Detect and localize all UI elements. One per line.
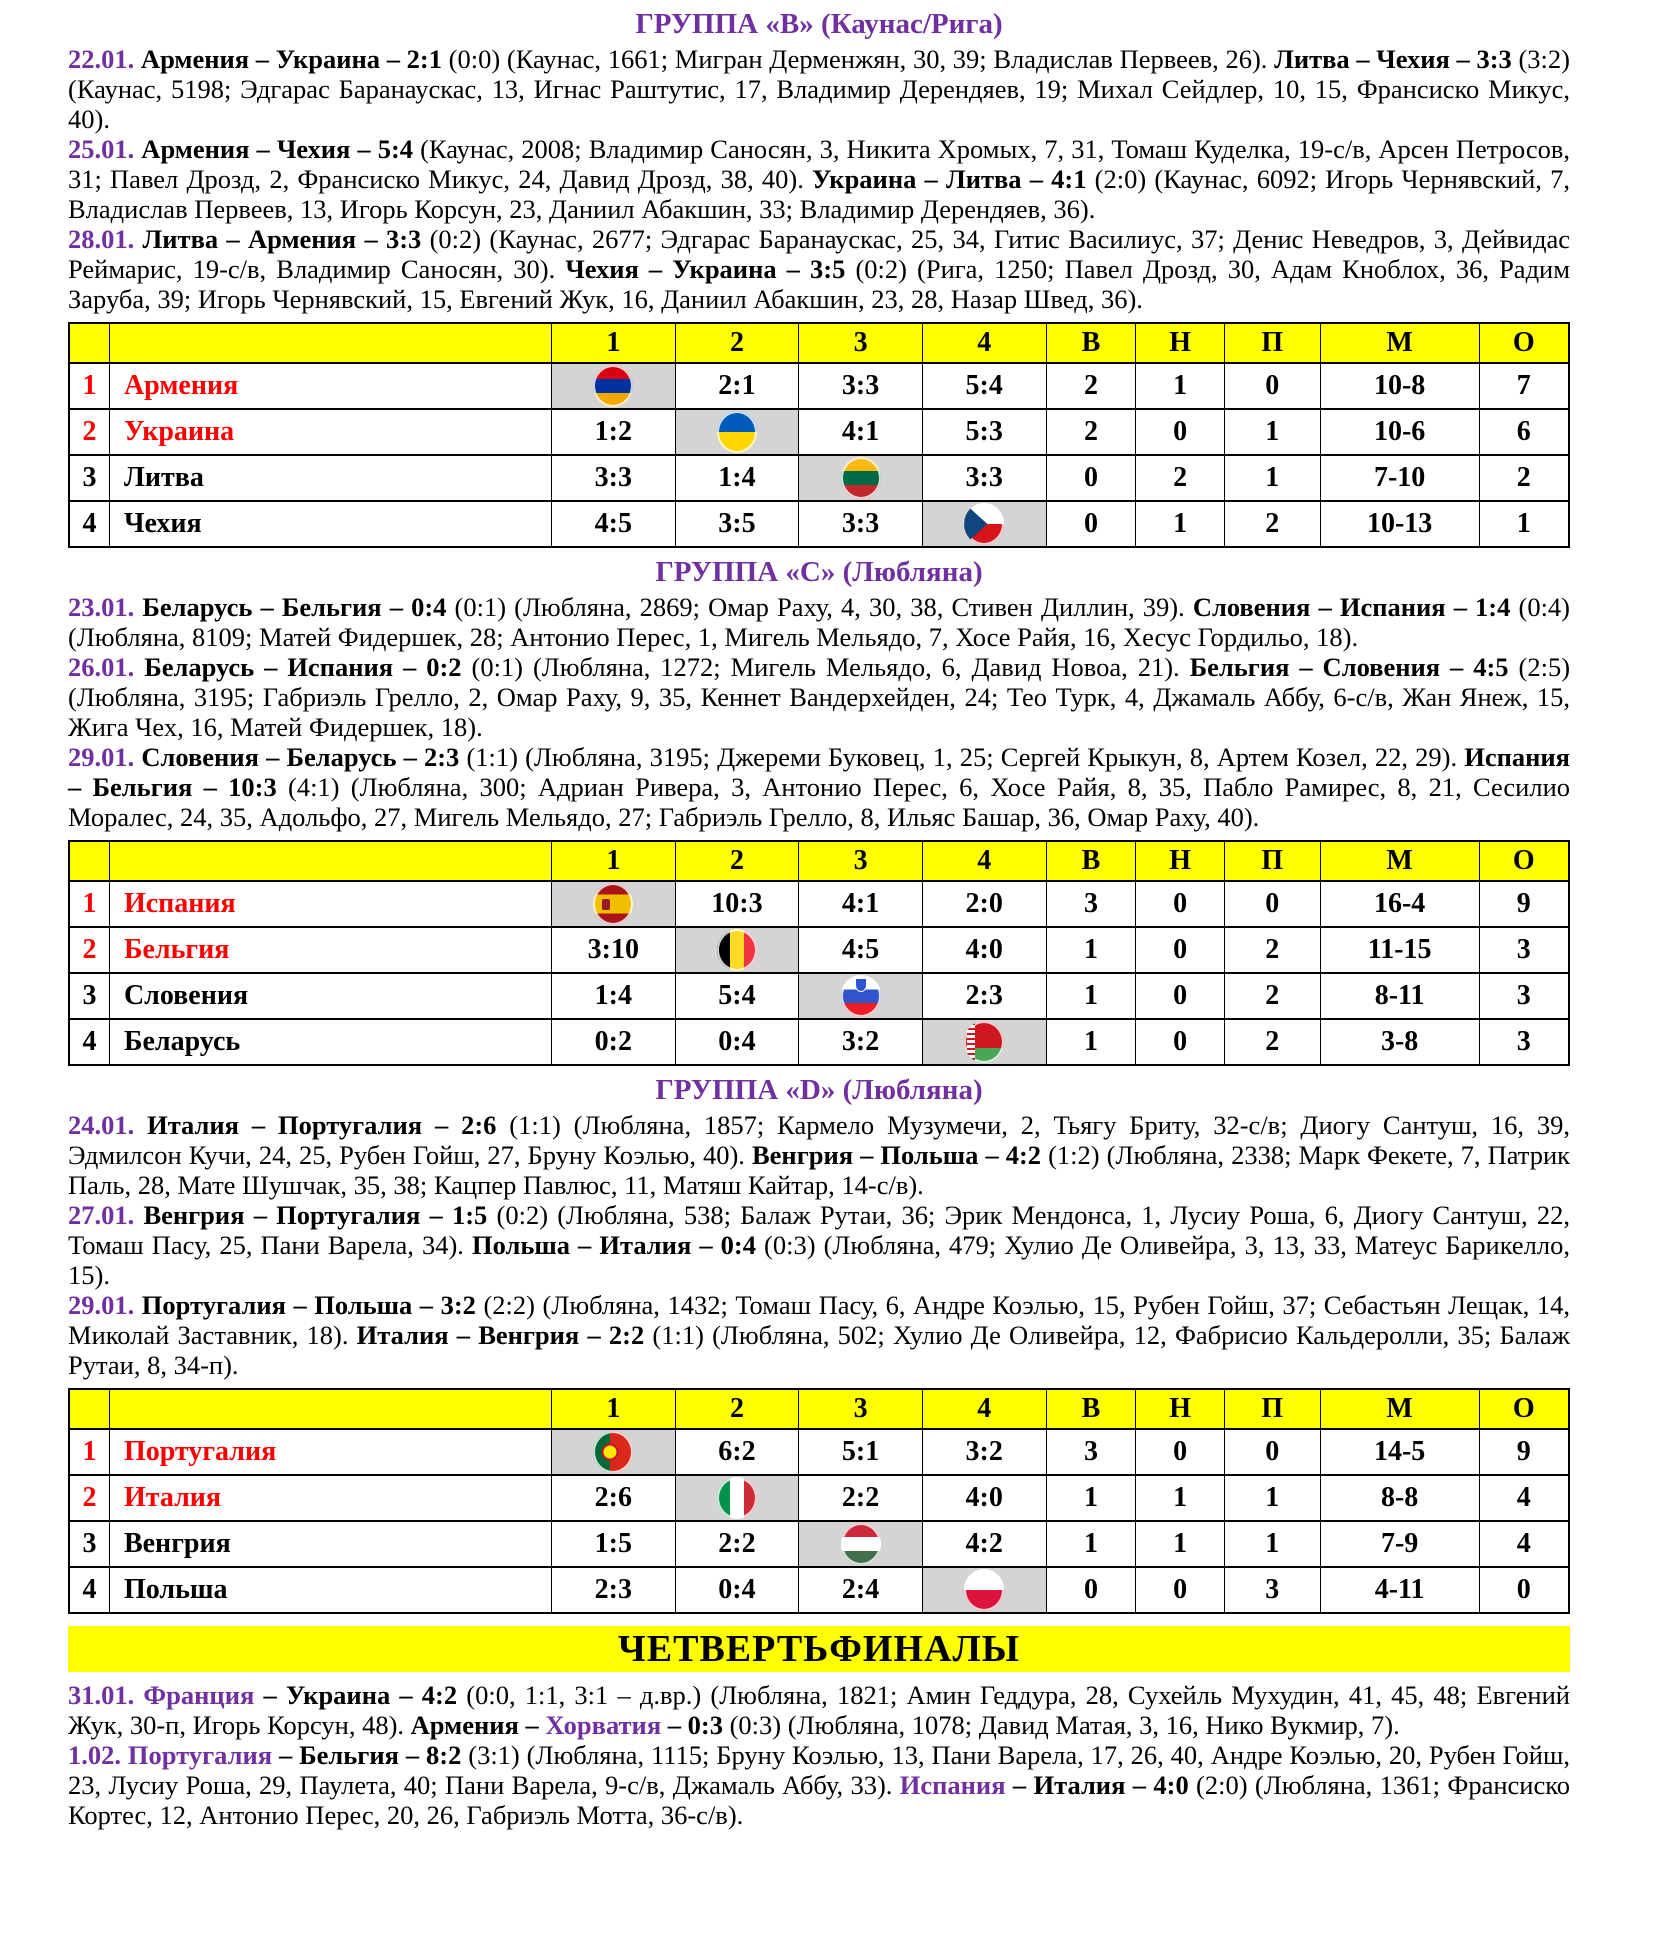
standings-header-cell: 3 <box>799 1389 923 1429</box>
result-cell: 4:1 <box>799 881 923 927</box>
match-details: (0:1) (Любляна, 2869; Омар Раху, 4, 30, 38, Стивен Диллин, 39). <box>454 592 1193 622</box>
stat-cell: 2 <box>1224 927 1320 973</box>
standings-header-cell: М <box>1320 323 1479 363</box>
match-score: Польша – Италия – 0:4 <box>471 1230 765 1260</box>
result-cell: 10:3 <box>675 881 799 927</box>
result-cell: 2:6 <box>552 1475 676 1521</box>
standings-header-cell: 4 <box>922 841 1046 881</box>
match-details: (0:3) (Любляна, 1078; Давид Матая, 3, 16, Нико Вукмир, 7). <box>729 1710 1400 1740</box>
flag-hungary-icon <box>841 1523 881 1565</box>
stat-cell: 2 <box>1224 501 1320 547</box>
result-cell: 5:4 <box>922 363 1046 409</box>
match-score: Словения – Испания – 1:4 <box>1192 592 1519 622</box>
result-cell: 3:2 <box>922 1429 1046 1475</box>
match-details: (Каунас, 2008; Владимир Саносян, 3, Никита Хромых, 7, 31, Томаш Куделка, 19-с/в, Арсен Петросов, 31; Павел Дрозд, 2, Франсиско Микус, 24, Давид Дрозд, 38, 40). <box>68 134 1570 194</box>
team-name-cell: Венгрия <box>109 1521 551 1567</box>
match-details: (3:1) (Любляна, 1115; Бруну Коэлью, 13, Пани Варела, 17, 26, 40, Андре Коэлью, 20, Рубен Гойш, 23, Лусиу Роша, 29, Паулета, 40; Пани Варела, 9-с/в, Джамаль Аббу, 33). <box>68 1740 1570 1800</box>
stat-cell: 8-11 <box>1320 973 1479 1019</box>
standings-row <box>69 1567 1569 1613</box>
standings-header-cell: М <box>1320 841 1479 881</box>
position-cell: 4 <box>69 1019 109 1065</box>
stat-cell: 4 <box>1479 1521 1569 1567</box>
stat-cell: 1 <box>1479 501 1569 547</box>
standings-row <box>69 1475 1569 1521</box>
stat-cell: 1 <box>1224 1475 1320 1521</box>
standings-header-cell: 1 <box>552 1389 676 1429</box>
flag-cell <box>552 363 676 409</box>
standings-header-cell <box>109 841 551 881</box>
standings-row <box>69 881 1569 927</box>
stat-cell: 2 <box>1046 363 1136 409</box>
result-cell: 3:5 <box>675 501 799 547</box>
team-name-highlight: Хорватия <box>545 1710 662 1740</box>
flag-armenia-icon <box>593 365 633 407</box>
team-name-highlight: Португалия <box>121 1740 273 1770</box>
stat-cell: 0 <box>1136 1567 1224 1613</box>
team-name-cell: Испания <box>109 881 551 927</box>
flag-belgium-icon <box>717 929 757 971</box>
group-d-standings-table <box>68 1388 1570 1614</box>
result-cell: 3:3 <box>799 501 923 547</box>
match-date: 27.01. <box>68 1200 135 1230</box>
match-score: Армения – Чехия – 5:4 <box>134 134 421 164</box>
stat-cell: 1 <box>1046 1521 1136 1567</box>
result-cell: 1:5 <box>552 1521 676 1567</box>
stat-cell: 9 <box>1479 881 1569 927</box>
flag-cell <box>552 1429 676 1475</box>
stat-cell: 0 <box>1479 1567 1569 1613</box>
match-details: (0:0, 1:1, 3:1 – д.вр.) (Любляна, 1821; Амин Геддура, 28, Сухейль Мухудин, 41, 45, 48; Евгений Жук, 30-п, Игорь Корсун, 48). <box>68 1680 1570 1740</box>
flag-czechia-icon <box>964 503 1004 545</box>
standings-row <box>69 501 1569 547</box>
group-b-results-text <box>68 44 1570 314</box>
result-cell: 0:4 <box>675 1019 799 1065</box>
group-b-standings-table <box>68 322 1570 548</box>
stat-cell: 0 <box>1136 927 1224 973</box>
standings-header-cell <box>109 1389 551 1429</box>
team-name-cell: Словения <box>109 973 551 1019</box>
stat-cell: 1 <box>1046 973 1136 1019</box>
match-date: 24.01. <box>68 1110 135 1140</box>
position-cell: 1 <box>69 1429 109 1475</box>
stat-cell: 0 <box>1224 881 1320 927</box>
stat-cell: 0 <box>1136 409 1224 455</box>
standings-header-cell: П <box>1224 323 1320 363</box>
result-cell: 2:0 <box>922 881 1046 927</box>
standings-header-cell: 1 <box>552 841 676 881</box>
match-details: (0:0) (Каунас, 1661; Мигран Дерменжян, 30, 39; Владислав Первеев, 26). <box>448 44 1275 74</box>
standings-header-cell: В <box>1046 323 1136 363</box>
standings-header-cell: 3 <box>799 841 923 881</box>
stat-cell: 1 <box>1046 1475 1136 1521</box>
match-score: Португалия – Польша – 3:2 <box>134 1290 484 1320</box>
standings-header-row <box>69 841 1569 881</box>
match-score: Литва – Чехия – 3:3 <box>1274 44 1519 74</box>
match-results-paragraph <box>68 1290 1570 1380</box>
match-score: Армения – <box>410 1710 546 1740</box>
match-results-paragraph <box>68 1110 1570 1200</box>
match-date: 22.01. <box>68 44 135 74</box>
flag-poland-icon <box>964 1569 1004 1611</box>
match-details: (0:2) (Любляна, 538; Балаж Рутаи, 36; Эрик Мендонса, 1, Лусиу Роша, 6, Диогу Сантуш, 22, Томаш Пасу, 25, Пани Варела, 34). <box>68 1200 1570 1260</box>
position-cell: 3 <box>69 973 109 1019</box>
group-d-section <box>68 1074 1570 1614</box>
flag-cell <box>799 1521 923 1567</box>
result-cell: 0:4 <box>675 1567 799 1613</box>
match-score: Украина – Литва – 4:1 <box>812 164 1095 194</box>
quarterfinals-results-text <box>68 1680 1570 1830</box>
group-c-results-text <box>68 592 1570 832</box>
match-score: Венгрия – Португалия – 1:5 <box>134 1200 497 1230</box>
team-name-cell: Армения <box>109 363 551 409</box>
stat-cell: 1 <box>1136 363 1224 409</box>
result-cell: 3:10 <box>552 927 676 973</box>
stat-cell: 3 <box>1046 881 1136 927</box>
team-name-cell: Португалия <box>109 1429 551 1475</box>
team-name-highlight: Франция <box>134 1680 255 1710</box>
match-score: Венгрия – Польша – 4:2 <box>751 1140 1049 1170</box>
flag-slovenia-icon <box>841 975 881 1017</box>
group-d-results-text <box>68 1110 1570 1380</box>
flag-cell <box>675 1475 799 1521</box>
standings-header-cell: В <box>1046 841 1136 881</box>
standings-row <box>69 1521 1569 1567</box>
flag-cell <box>922 501 1046 547</box>
flag-cell <box>552 881 676 927</box>
standings-row <box>69 409 1569 455</box>
standings-row <box>69 1019 1569 1065</box>
match-score: – 0:3 <box>661 1710 730 1740</box>
position-cell: 1 <box>69 881 109 927</box>
team-name-cell: Бельгия <box>109 927 551 973</box>
result-cell: 4:5 <box>552 501 676 547</box>
stat-cell: 0 <box>1136 881 1224 927</box>
stat-cell: 2 <box>1046 409 1136 455</box>
match-score: Армения – Украина – 2:1 <box>134 44 449 74</box>
match-score: – Украина – 4:2 <box>254 1680 467 1710</box>
match-score: Чехия – Украина – 3:5 <box>565 254 856 284</box>
stat-cell: 1 <box>1224 409 1320 455</box>
position-cell: 2 <box>69 1475 109 1521</box>
match-date: 25.01. <box>68 134 135 164</box>
stat-cell: 4-11 <box>1320 1567 1479 1613</box>
match-score: Литва – Армения – 3:3 <box>134 224 430 254</box>
stat-cell: 0 <box>1136 1429 1224 1475</box>
match-date: 28.01. <box>68 224 135 254</box>
team-name-cell: Чехия <box>109 501 551 547</box>
match-details: (1:2) (Любляна, 2338; Марк Фекете, 7, Патрик Паль, 28, Мате Шушчак, 35, 38; Кацпер Павлюс, 11, Матяш Кайтар, 14-с/в). <box>68 1140 1570 1200</box>
match-details: (0:4) (Любляна, 8109; Матей Фидершек, 28; Антонио Перес, 1, Мигель Мельядо, 7, Хосе Райя, 16, Хесус Гордильо, 18). <box>68 592 1571 652</box>
stat-cell: 2 <box>1479 455 1569 501</box>
standings-header-cell: 3 <box>799 323 923 363</box>
standings-header-cell: О <box>1479 323 1569 363</box>
standings-header-cell: Н <box>1136 1389 1224 1429</box>
match-results-paragraph <box>68 1200 1570 1290</box>
result-cell: 4:1 <box>799 409 923 455</box>
match-details: (1:1) (Любляна, 502; Хулио Де Оливейра, 12, Фабрисио Кальдеролли, 35; Балаж Рутаи, 8, 34-п). <box>68 1320 1570 1380</box>
stat-cell: 10-6 <box>1320 409 1479 455</box>
result-cell: 3:2 <box>799 1019 923 1065</box>
standings-header-cell: 4 <box>922 323 1046 363</box>
match-results-paragraph <box>68 742 1570 832</box>
match-score: Беларусь – Испания – 0:2 <box>134 652 472 682</box>
standings-row <box>69 927 1569 973</box>
match-details: (0:1) (Любляна, 1272; Мигель Мельядо, 6, Давид Новоа, 21). <box>471 652 1190 682</box>
team-name-cell: Италия <box>109 1475 551 1521</box>
result-cell: 2:4 <box>799 1567 923 1613</box>
standings-header-cell: 4 <box>922 1389 1046 1429</box>
match-results-paragraph <box>68 1740 1570 1830</box>
stat-cell: 0 <box>1224 363 1320 409</box>
quarterfinals-banner: ЧЕТВЕРТЬФИНАЛЫ <box>68 1626 1570 1672</box>
team-name-highlight: Испания <box>899 1770 1006 1800</box>
flag-cell <box>922 1019 1046 1065</box>
standings-header-row <box>69 1389 1569 1429</box>
result-cell: 4:0 <box>922 1475 1046 1521</box>
stat-cell: 0 <box>1046 501 1136 547</box>
match-details: (0:3) (Любляна, 479; Хулио Де Оливейра, 3, 13, 33, Матеус Барикелло, 15). <box>68 1230 1570 1290</box>
result-cell: 2:2 <box>799 1475 923 1521</box>
standings-header-cell <box>69 841 109 881</box>
standings-header-cell: Н <box>1136 323 1224 363</box>
match-date: 26.01. <box>68 652 135 682</box>
standings-header-cell: 1 <box>552 323 676 363</box>
result-cell: 5:4 <box>675 973 799 1019</box>
stat-cell: 8-8 <box>1320 1475 1479 1521</box>
flag-cell <box>675 927 799 973</box>
match-date: 29.01. <box>68 742 135 772</box>
match-details: (2:0) (Каунас, 6092; Игорь Чернявский, 7, Владислав Первеев, 13, Игорь Корсун, 23, Даниил Абакшин, 33; Владимир Дерендяев, 36). <box>68 164 1570 224</box>
standings-header-cell: 2 <box>675 1389 799 1429</box>
standings-header-cell: О <box>1479 841 1569 881</box>
stat-cell: 2 <box>1136 455 1224 501</box>
standings-header-cell <box>69 1389 109 1429</box>
result-cell: 6:2 <box>675 1429 799 1475</box>
match-score: Беларусь – Бельгия – 0:4 <box>134 592 455 622</box>
stat-cell: 0 <box>1136 973 1224 1019</box>
position-cell: 4 <box>69 1567 109 1613</box>
result-cell: 2:3 <box>552 1567 676 1613</box>
flag-spain-icon <box>593 883 633 925</box>
stat-cell: 1 <box>1224 455 1320 501</box>
match-score: – Италия – 4:0 <box>1005 1770 1197 1800</box>
standings-row <box>69 363 1569 409</box>
group-c-standings-table <box>68 840 1570 1066</box>
position-cell: 3 <box>69 455 109 501</box>
match-score: Италия – Венгрия – 2:2 <box>356 1320 653 1350</box>
match-details: (2:0) (Любляна, 1361; Франсиско Кортес, 12, Антонио Перес, 20, 26, Габриэль Мотта, 36-с/в). <box>68 1770 1570 1830</box>
stat-cell: 0 <box>1224 1429 1320 1475</box>
group-c-title: ГРУППА «C» (Любляна) <box>655 556 983 588</box>
team-name-cell: Украина <box>109 409 551 455</box>
stat-cell: 1 <box>1136 1521 1224 1567</box>
team-name-cell: Польша <box>109 1567 551 1613</box>
match-score: Словения – Беларусь – 2:3 <box>134 742 467 772</box>
stat-cell: 7-9 <box>1320 1521 1479 1567</box>
standings-header-cell <box>69 323 109 363</box>
match-date: 23.01. <box>68 592 135 622</box>
stat-cell: 1 <box>1136 501 1224 547</box>
flag-cell <box>799 455 923 501</box>
flag-cell <box>799 973 923 1019</box>
standings-header-row <box>69 323 1569 363</box>
position-cell: 1 <box>69 363 109 409</box>
position-cell: 2 <box>69 409 109 455</box>
flag-cell <box>675 409 799 455</box>
match-results-paragraph <box>68 652 1570 742</box>
standings-header-cell <box>109 323 551 363</box>
standings-header-cell: П <box>1224 841 1320 881</box>
result-cell: 3:3 <box>799 363 923 409</box>
match-details: (0:2) (Каунас, 2677; Эдгарас Баранаускас, 25, 34, Гитис Василиус, 37; Денис Неведров, 3, Дейвидас Реймарис, 19-с/в, Владимир Саносян, 30). <box>68 224 1570 284</box>
standings-header-cell: В <box>1046 1389 1136 1429</box>
standings-row <box>69 1429 1569 1475</box>
standings-header-cell: 2 <box>675 841 799 881</box>
position-cell: 3 <box>69 1521 109 1567</box>
standings-header-cell: О <box>1479 1389 1569 1429</box>
match-details: (4:1) (Любляна, 300; Адриан Ривера, 3, Антонио Перес, 6, Хосе Райя, 8, 35, Пабло Рамирес, 8, 21, Сесилио Моралес, 24, 35, Адольфо, 27, Мигель Мельядо, 27; Габриэль Грелло, 8, Ильяс Башар, 36, Омар Раху, 40). <box>68 772 1570 832</box>
flag-portugal-icon <box>593 1431 633 1473</box>
match-details: (2:5) (Любляна, 3195; Габриэль Грелло, 2, Омар Раху, 9, 35, Кеннет Вандерхейден, 24; Тео Турк, 4, Джамаль Аббу, 6-с/в, Жан Янеж, 15, Жига Чех, 16, Матей Фидершек, 18). <box>68 652 1571 742</box>
flag-italy-icon <box>717 1477 757 1519</box>
result-cell: 1:4 <box>552 973 676 1019</box>
match-details: (1:1) (Любляна, 3195; Джереми Буковец, 1, 25; Сергей Крыкун, 8, Артем Козел, 22, 29). <box>466 742 1465 772</box>
stat-cell: 7-10 <box>1320 455 1479 501</box>
match-details: (0:2) (Рига, 1250; Павел Дрозд, 30, Адам Кноблох, 36, Радим Заруба, 39; Игорь Чернявский, 15, Евгений Жук, 16, Даниил Абакшин, 23, 28, Назар Швед, 36). <box>68 254 1571 314</box>
match-details: (2:2) (Любляна, 1432; Томаш Пасу, 6, Андре Коэлью, 15, Рубен Гойш, 37; Себастьян Лещак, 14, Миколай Заставник, 18). <box>68 1290 1571 1350</box>
flag-belarus-icon <box>964 1021 1004 1063</box>
flag-ukraine-icon <box>717 411 757 453</box>
match-score: – Бельгия – 8:2 <box>272 1740 469 1770</box>
stat-cell: 3 <box>1479 973 1569 1019</box>
stat-cell: 11-15 <box>1320 927 1479 973</box>
group-c-section <box>68 556 1570 1066</box>
match-results-paragraph <box>68 134 1570 224</box>
flag-cell <box>922 1567 1046 1613</box>
group-d-title: ГРУППА «D» (Любляна) <box>655 1074 983 1106</box>
result-cell: 3:3 <box>552 455 676 501</box>
stat-cell: 10-8 <box>1320 363 1479 409</box>
stat-cell: 16-4 <box>1320 881 1479 927</box>
match-details: (3:2) (Каунас, 5198; Эдгарас Баранаускас, 13, Игнас Раштутис, 17, Владимир Дерендяев, 19; Михал Сейдлер, 10, 15, Франсиско Микус, 40). <box>68 44 1570 134</box>
standings-row <box>69 455 1569 501</box>
stat-cell: 1 <box>1224 1521 1320 1567</box>
match-date: 29.01. <box>68 1290 135 1320</box>
result-cell: 5:1 <box>799 1429 923 1475</box>
match-results-paragraph <box>68 224 1570 314</box>
flag-lithuania-icon <box>841 457 881 499</box>
result-cell: 4:0 <box>922 927 1046 973</box>
result-cell: 0:2 <box>552 1019 676 1065</box>
match-score: Бельгия – Словения – 4:5 <box>1189 652 1519 682</box>
stat-cell: 3 <box>1224 1567 1320 1613</box>
stat-cell: 0 <box>1046 1567 1136 1613</box>
team-name-cell: Беларусь <box>109 1019 551 1065</box>
stat-cell: 0 <box>1046 455 1136 501</box>
team-name-cell: Литва <box>109 455 551 501</box>
stat-cell: 3 <box>1479 927 1569 973</box>
standings-header-cell: Н <box>1136 841 1224 881</box>
group-b-section <box>68 8 1570 548</box>
result-cell: 5:3 <box>922 409 1046 455</box>
match-date: 1.02. <box>68 1740 121 1770</box>
result-cell: 1:2 <box>552 409 676 455</box>
stat-cell: 6 <box>1479 409 1569 455</box>
stat-cell: 1 <box>1046 1019 1136 1065</box>
match-score: Италия – Португалия – 2:6 <box>134 1110 510 1140</box>
match-date: 31.01. <box>68 1680 135 1710</box>
stat-cell: 14-5 <box>1320 1429 1479 1475</box>
match-results-paragraph <box>68 592 1570 652</box>
stat-cell: 9 <box>1479 1429 1569 1475</box>
result-cell: 4:5 <box>799 927 923 973</box>
stat-cell: 10-13 <box>1320 501 1479 547</box>
group-b-title: ГРУППА «B» (Каунас/Рига) <box>635 8 1003 40</box>
standings-header-cell: П <box>1224 1389 1320 1429</box>
match-results-paragraph <box>68 1680 1570 1740</box>
stat-cell: 1 <box>1136 1475 1224 1521</box>
match-details: (1:1) (Любляна, 1857; Кармело Музумечи, 2, Тьягу Бриту, 32-с/в; Диогу Сантуш, 16, 39, Эдмилсон Кучи, 24, 25, Рубен Гойш, 27, Бруну Коэлью, 40). <box>68 1110 1570 1170</box>
result-cell: 2:3 <box>922 973 1046 1019</box>
result-cell: 3:3 <box>922 455 1046 501</box>
stat-cell: 2 <box>1224 973 1320 1019</box>
match-results-paragraph <box>68 44 1570 134</box>
standings-header-cell: 2 <box>675 323 799 363</box>
position-cell: 4 <box>69 501 109 547</box>
stat-cell: 0 <box>1136 1019 1224 1065</box>
match-score: Испания – Бельгия – 10:3 <box>68 742 1570 802</box>
stat-cell: 3-8 <box>1320 1019 1479 1065</box>
position-cell: 2 <box>69 927 109 973</box>
result-cell: 2:2 <box>675 1521 799 1567</box>
result-cell: 2:1 <box>675 363 799 409</box>
stat-cell: 3 <box>1046 1429 1136 1475</box>
stat-cell: 2 <box>1224 1019 1320 1065</box>
result-cell: 1:4 <box>675 455 799 501</box>
result-cell: 4:2 <box>922 1521 1046 1567</box>
standings-header-cell: М <box>1320 1389 1479 1429</box>
stat-cell: 7 <box>1479 363 1569 409</box>
stat-cell: 1 <box>1046 927 1136 973</box>
standings-row <box>69 973 1569 1019</box>
stat-cell: 4 <box>1479 1475 1569 1521</box>
stat-cell: 3 <box>1479 1019 1569 1065</box>
